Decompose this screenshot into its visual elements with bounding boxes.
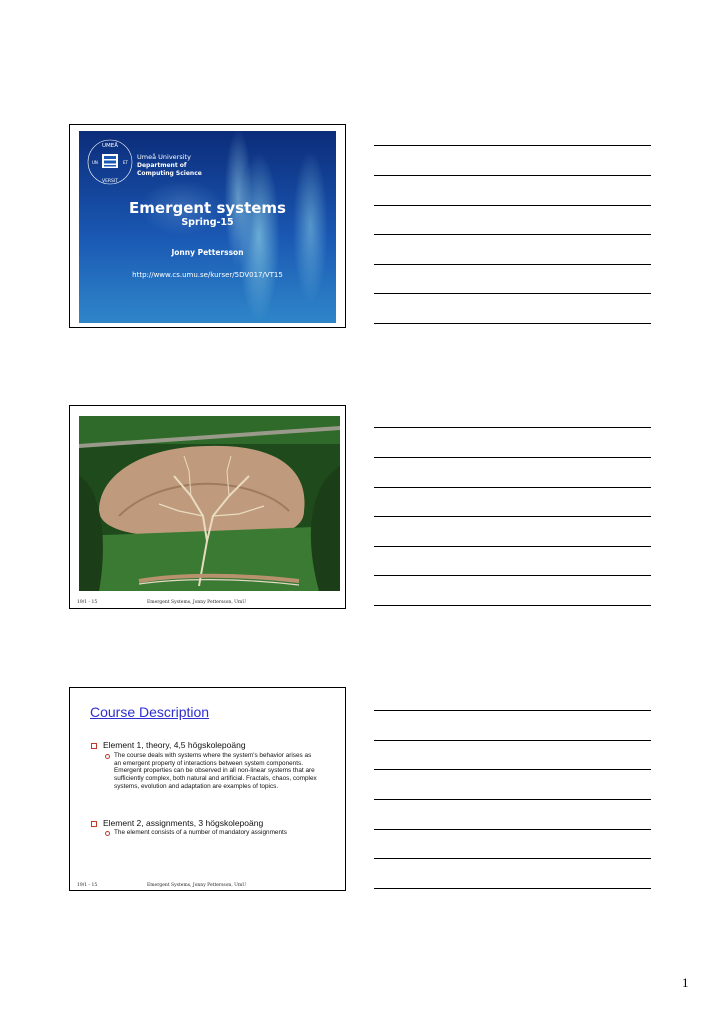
bullet-text: Element 2, assignments, 3 högskolepoäng (103, 818, 264, 828)
note-line (374, 799, 651, 800)
note-line (374, 575, 651, 576)
slide-footer-text: Emergent Systems, Jonny Pettersson, UmU (147, 883, 247, 888)
note-line (374, 829, 651, 830)
note-line (374, 175, 651, 176)
slide-footer-date: 19/1 - 15 (77, 883, 98, 888)
title-slide-background (79, 131, 336, 323)
note-line (374, 858, 651, 859)
university-name: Umeå University (137, 153, 191, 161)
svg-text:UN: UN (92, 160, 98, 165)
svg-text:UMEÅ: UMEÅ (101, 143, 119, 149)
slide-footer-text: Emergent Systems, Jonny Pettersson, UmU (147, 600, 247, 605)
aerial-tree-clearcut-photo (79, 416, 340, 591)
sub-bullet-item (105, 829, 315, 849)
university-seal-logo (85, 137, 135, 187)
note-line (374, 740, 651, 741)
slide-title: Course Description (90, 704, 210, 720)
note-line (374, 710, 651, 711)
note-line (374, 264, 651, 265)
department-name (137, 162, 202, 178)
svg-text:VERSIT: VERSIT (102, 179, 118, 184)
note-line (374, 323, 651, 324)
course-url: http://www.cs.umu.se/kurser/5DV017/VT15 (132, 271, 283, 279)
sub-bullet-item (105, 752, 315, 812)
course-title: Emergent systems (129, 199, 286, 217)
note-line (374, 427, 651, 428)
note-line (374, 546, 651, 547)
circle-bullet-icon (105, 754, 110, 759)
note-line (374, 516, 651, 517)
slide-2 (69, 405, 346, 609)
note-line (374, 487, 651, 488)
sub-bullet-text: The course deals with systems where the system's behavior arises as an emergent property of interactions between system components. Emergent properties can be observed in all non-linear systems that are sufficiently complex, both natural and artificial. Fractals, chaos, complex systems, evolution and adaptation are examples of topics. (114, 752, 317, 790)
note-line (374, 234, 651, 235)
svg-text:ET: ET (123, 160, 128, 165)
square-bullet-icon (91, 743, 97, 749)
slide-footer-date: 19/1 - 15 (77, 600, 98, 605)
note-line (374, 293, 651, 294)
sub-bullet-text: The element consists of a number of mandatory assignments (114, 829, 287, 836)
course-term: Spring-15 (181, 217, 234, 228)
square-bullet-icon (91, 821, 97, 827)
note-line (374, 205, 651, 206)
note-line (374, 769, 651, 770)
department-line-2: Computing Science (137, 170, 202, 177)
circle-bullet-icon (105, 831, 110, 836)
author-name: Jonny Pettersson (171, 248, 244, 257)
note-line (374, 457, 651, 458)
department-line-1: Department of (137, 162, 187, 169)
slide-3 (69, 687, 346, 891)
page-number: 1 (682, 975, 689, 990)
slide-1 (69, 124, 346, 328)
note-line (374, 605, 651, 606)
bullet-text: Element 1, theory, 4,5 högskolepoäng (103, 740, 246, 750)
note-line (374, 145, 651, 146)
note-line (374, 888, 651, 889)
